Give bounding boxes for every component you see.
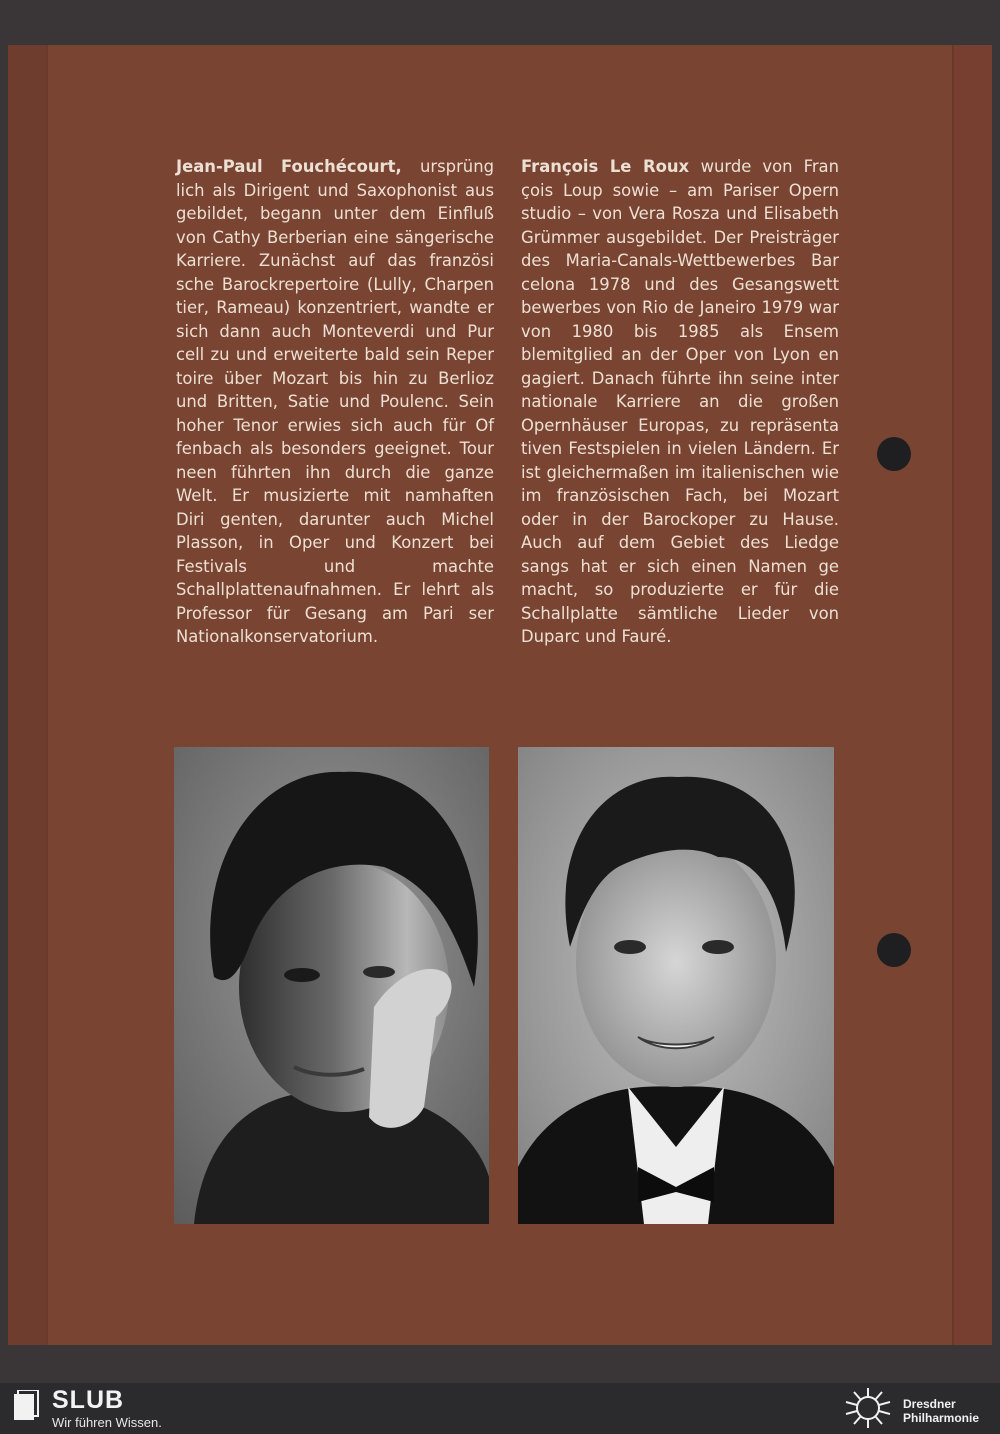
bio-left-line: lich als Dirigent und Saxophonist aus bbox=[176, 180, 494, 200]
page-right-flap bbox=[952, 45, 992, 1345]
bio-right-line: Duparc und Fauré. bbox=[521, 627, 672, 646]
bio-left-line: machte Schallplattenaufnahmen. Er bbox=[176, 556, 494, 599]
bio-left-line: und Britten, Satie und Poulenc. Sein bbox=[176, 392, 494, 411]
biography-right bbox=[521, 155, 839, 649]
bio-left-line: in Oper und Konzert bei Festivals und bbox=[176, 533, 494, 576]
bio-right-line: oder in der Barockoper zu Hause. bbox=[521, 509, 839, 529]
bio-right-line: war von 1980 bis 1985 als Ensem bbox=[521, 298, 839, 341]
bio-left-line: cell zu und erweiterte bald sein Reper bbox=[176, 345, 494, 364]
bio-left-line: Karriere. Zunächst auf das französi bbox=[176, 251, 494, 270]
portrait-photo-right-image bbox=[518, 747, 834, 1224]
bio-right-line: Opernhäuser Europas, zu repräsenta bbox=[521, 415, 839, 435]
bio-right-line: ist gleichermaßen im italienischen wie bbox=[521, 462, 839, 482]
bio-left-line: sich dann auch Monteverdi und Pur bbox=[176, 321, 494, 341]
bio-left-line: von Cathy Berberian eine sängerische bbox=[176, 227, 494, 247]
slub-logo-icon bbox=[12, 1390, 42, 1424]
library-name: SLUB bbox=[52, 1386, 125, 1414]
bio-right-line: tiven Festspielen in vielen Ländern. Er bbox=[521, 439, 839, 458]
bio-right-line: macht, so produzierte er für die bbox=[521, 580, 839, 599]
bio-left-line: gebildet, begann unter dem Einfluß bbox=[176, 204, 494, 223]
brochure-page bbox=[8, 45, 992, 1345]
bio-left-line: neen führten ihn durch die ganze bbox=[176, 462, 494, 482]
punch-hole-lower bbox=[877, 933, 911, 967]
page-fold-line bbox=[46, 45, 48, 1345]
bio-left-line: ser Nationalkonservatorium. bbox=[176, 603, 494, 646]
portrait-photo-left bbox=[174, 747, 489, 1224]
portrait-photo-right bbox=[518, 747, 834, 1224]
bio-right-line: des Maria-Canals-Wettbewerbes Bar bbox=[521, 251, 839, 270]
partner-name-line2: Philharmonie bbox=[903, 1411, 980, 1425]
bio-left-line: toire über Mozart bis hin zu Berlioz bbox=[176, 368, 494, 388]
bio-left-line: fenbach als besonders geeignet. Tour bbox=[176, 439, 494, 458]
dresdner-philharmonie-logo-icon bbox=[842, 1386, 894, 1430]
bio-right-line: gagiert. Danach führte ihn seine inter bbox=[521, 368, 839, 388]
bio-right-line: celona 1978 und des Gesangswett bbox=[521, 274, 839, 294]
library-tagline: Wir führen Wissen. bbox=[52, 1415, 162, 1430]
bio-right-line: studio – von Vera Rosza und Elisabeth bbox=[521, 204, 839, 223]
bio-right-line: blemitglied an der Oper von Lyon en bbox=[521, 345, 839, 364]
biography-left bbox=[176, 155, 494, 649]
artist-name-left: Jean-Paul Fouchécourt, bbox=[176, 157, 420, 176]
bio-right-line: Grümmer ausgebildet. Der Preisträger bbox=[521, 227, 839, 247]
page-right-fold-line bbox=[952, 45, 954, 1345]
bio-left-line: hoher Tenor erwies sich auch für Of bbox=[176, 415, 494, 435]
bio-left-line: sche Barockrepertoire (Lully, Charpen bbox=[176, 274, 494, 294]
bio-right-line: wurde von Fran bbox=[700, 157, 839, 176]
portrait-photo-left-image bbox=[174, 747, 489, 1224]
bio-right-line: im französischen Fach, bei Mozart bbox=[521, 486, 839, 505]
page-inner-margin bbox=[8, 45, 46, 1345]
bio-right-line: Auch auf dem Gebiet des Liedge bbox=[521, 533, 839, 552]
bio-right-line: sangs hat er sich einen Namen ge bbox=[521, 556, 839, 576]
bio-left-line: Welt. Er musizierte mit namhaften Diri bbox=[176, 486, 494, 529]
bio-left-line: tier, Rameau) konzentriert, wandte er bbox=[176, 298, 494, 317]
bio-left-line: ursprüng bbox=[420, 157, 494, 176]
artist-name-right: François Le Roux bbox=[521, 157, 701, 176]
partner-name-line1: Dresdner bbox=[903, 1397, 956, 1411]
bio-right-line: Schallplatte sämtliche Lieder von bbox=[521, 603, 839, 623]
bio-left-line: lehrt als Professor für Gesang am Pari bbox=[176, 580, 494, 623]
bio-right-line: bewerbes von Rio de Janeiro 1979 bbox=[521, 298, 809, 317]
bio-right-line: nationale Karriere an die großen bbox=[521, 392, 839, 411]
bio-right-line: çois Loup sowie – am Pariser Opern bbox=[521, 180, 839, 200]
punch-hole-upper bbox=[877, 437, 911, 471]
bio-left-line: genten, darunter auch Michel Plasson, bbox=[176, 509, 494, 552]
